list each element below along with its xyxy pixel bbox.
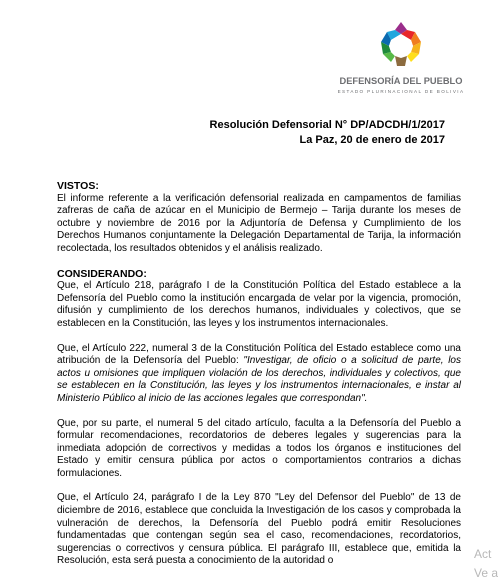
paragraph-article-222-quote: "Investigar, de oficio o a solicitud de parte, los actos u omisiones que impliquen violación de los derechos, individuales y colectivos, que se establecen en la Constitución, las leyes y los instrumentos internacionales, e instar al Ministerio Público al inicio de las acciones legales que correspondan".	[57, 355, 461, 404]
paragraph-article-218: Que, el Artículo 218, parágrafo I de la Constitución Política del Estado establece a la Defensoría del Pueblo como la institución encargada de velar por la vigencia, promoción, difusión y cumplimiento de los derechos humanos, individuales y colectivos, que se establecen en la Constitución, las leyes y los instrumentos internacionales.	[57, 280, 461, 329]
document-body	[57, 180, 461, 580]
logo-emblem-icon	[379, 20, 423, 74]
considerando-heading: CONSIDERANDO:	[57, 267, 147, 280]
vistos-paragraph: El informe referente a la verificación defensorial realizada en campamentos de familias zafreras de caña de azúcar en el Municipio de Bermejo – Tarija durante los meses de octubre y noviembre de 2016 por la Adjuntoría de Defensa y Cumplimiento de los Derechos Humanos conjuntamente la Delegación Departamental de Tarija, la información recolectada, los resultados obtenidos y el análisis realizado.	[57, 192, 461, 254]
resolution-date: La Paz, 20 de enero de 2017	[299, 134, 445, 146]
institution-logo	[336, 20, 466, 106]
resolution-number: Resolución Defensorial N° DP/ADCDH/1/2017	[209, 119, 445, 131]
activation-watermark	[474, 545, 498, 583]
logo-subtitle: ESTADO PLURINACIONAL DE BOLIVIA	[337, 89, 465, 94]
paragraph-numeral-5: Que, por su parte, el numeral 5 del citado artículo, faculta a la Defensoría del Pueblo a formular recomendaciones, recordatorios de deberes legales y sugerencias para la inmediata adopción de correctivos y medidas a todos los órganos e instituciones del Estado y emitir censura pública por actos o comportamientos contrarios a dichas formulaciones.	[57, 417, 461, 479]
paragraph-article-222-intro: Que, el Artículo 222, numeral 3 de la Constitución Política del Estado establece como una atribución de la Defensoría del Pueblo:	[57, 342, 461, 367]
paragraph-ley-870: Que, el Artículo 24, parágrafo I de la Ley 870 "Ley del Defensor del Pueblo" de 13 de diciembre de 2016, establece que concluida la Investigación de los casos y comprobada la vulneración de derechos, la Defensoría del Pueblo podrá emitir Resoluciones fundamentadas que contengan según sea el caso, recomendaciones, recordatorios, sugerencias o correctivos y censura pública. El parágrafo III, establece que, emitida la Resolución, esta será puesta a conocimiento de la autoridad o	[57, 492, 461, 567]
vistos-heading: VISTOS:	[57, 180, 99, 192]
watermark-line-1: Act	[474, 547, 492, 561]
paragraph-article-222	[57, 343, 461, 406]
resolution-header	[210, 118, 445, 148]
logo-wordmark: DEFENSORÍA DEL PUEBLO	[339, 76, 463, 86]
watermark-line-2: Ve a	[474, 566, 498, 580]
